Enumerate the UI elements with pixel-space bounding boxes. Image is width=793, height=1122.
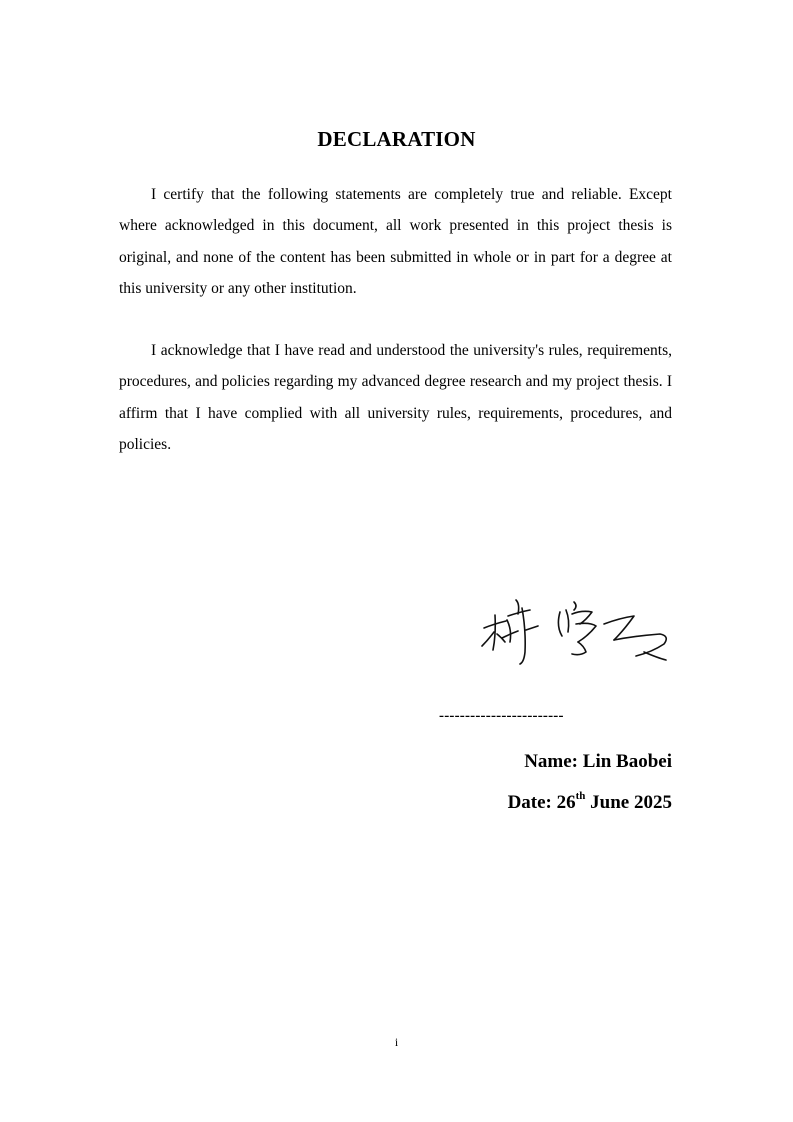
date-field [508,791,672,815]
name-value: Lin Baobei [582,751,672,772]
date-day: 26 [556,792,576,813]
page-number: i [394,1035,399,1049]
page-title: DECLARATION [317,127,476,151]
declaration-paragraph-1: I certify that the following statements are completely true and reliable. Except where acknowledged in this document, all work presented in this project thesis is original, and none of the content has been submitted in whole or in part for a degree at this university or any other institution. [119,186,672,297]
declaration-paragraph-2: I acknowledge that I have read and understood the university's rules, requirements, procedures, and policies regarding my advanced degree research and my project thesis. I affirm that I have complied with all university rules, requirements, procedures, and policies. [119,342,672,453]
name-field [524,750,672,774]
date-month-year: June 2025 [590,792,672,813]
signature-line: ------------------------ [439,708,564,724]
name-label: Name: [524,751,579,772]
handwritten-signature-icon [474,590,679,675]
date-suffix: th [575,789,586,802]
date-label: Date: [507,792,552,813]
